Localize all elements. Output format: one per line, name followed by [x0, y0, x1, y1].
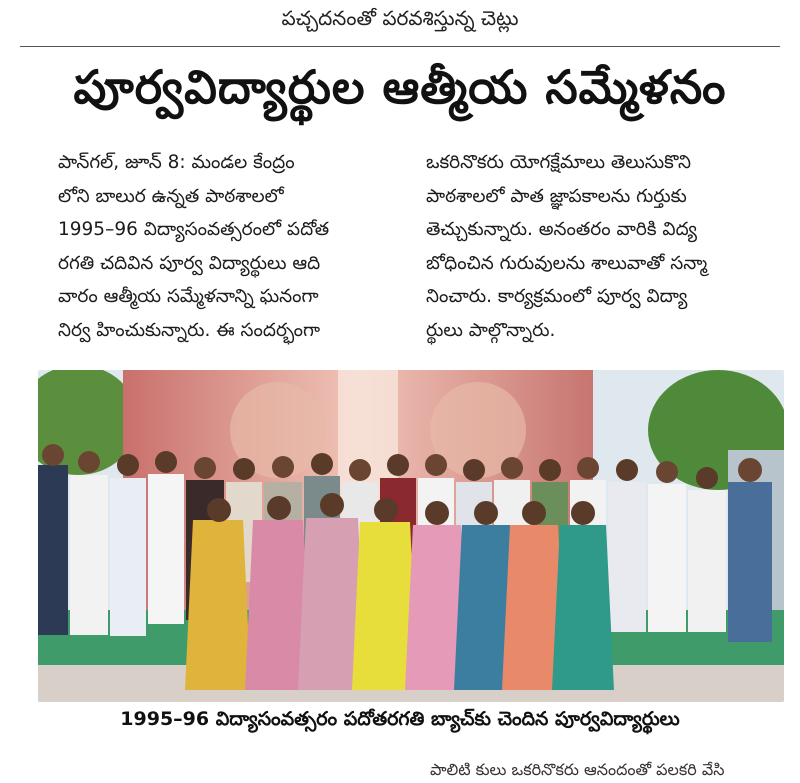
- article-line: నించారు. కార్యక్రమంలో పూర్వ విద్యా: [426, 286, 688, 308]
- article-line: లోని బాలుర ఉన్నత పాఠశాలలో: [58, 185, 284, 207]
- section-title: పచ్చదనంతో పరవశిస్తున్న చెట్లు: [281, 6, 519, 30]
- article-line: 1995–96 విద్యాసంవత్సరంలో పదోత: [58, 219, 330, 241]
- headline: పూర్వవిద్యార్థుల ఆత్మీయ సమ్మేళనం: [73, 60, 727, 114]
- article-column-left: [58, 146, 418, 348]
- article-line: నిర్వ హించుకున్నారు. ఈ సందర్భంగా: [58, 319, 321, 341]
- photo-caption: 1995–96 విద్యాసంవత్సరం పదోతరగతి బ్యాచ్‌కు చెందిన పూర్వవిద్యార్థులు: [120, 708, 680, 730]
- top-divider: [20, 46, 780, 47]
- group-photo: [38, 370, 784, 702]
- article-line: పాఠశాలలో పాత జ్ఞాపకాలను గుర్తుకు: [426, 185, 687, 207]
- article-line: ర్థులు పాల్గొన్నారు.: [426, 319, 556, 341]
- article-line: బోధించిన గురువులను శాలువాతో సన్మా: [426, 252, 708, 274]
- article-line: రగతి చదివిన పూర్వ విద్యార్థులు ఆది: [58, 252, 321, 274]
- article-line: ఒకరినొకరు యోగక్షేమాలు తెలుసుకొని: [426, 152, 691, 173]
- article-column-right: [426, 146, 786, 348]
- article-line: తెచ్చుకున్నారు. అనంతరం వారికి విద్య: [426, 219, 697, 241]
- article-line: వారం ఆత్మీయ సమ్మేళనాన్ని ఘనంగా: [58, 286, 319, 308]
- next-article-fragment: పాలిటి కులు ఒకరినొకరు ఆనందంతో పలకరి వేసి: [430, 760, 725, 779]
- group-photo-illustration: [38, 370, 784, 702]
- article-line: పాన్‌గల్, జూన్ 8: మండల కేంద్రం: [58, 152, 295, 173]
